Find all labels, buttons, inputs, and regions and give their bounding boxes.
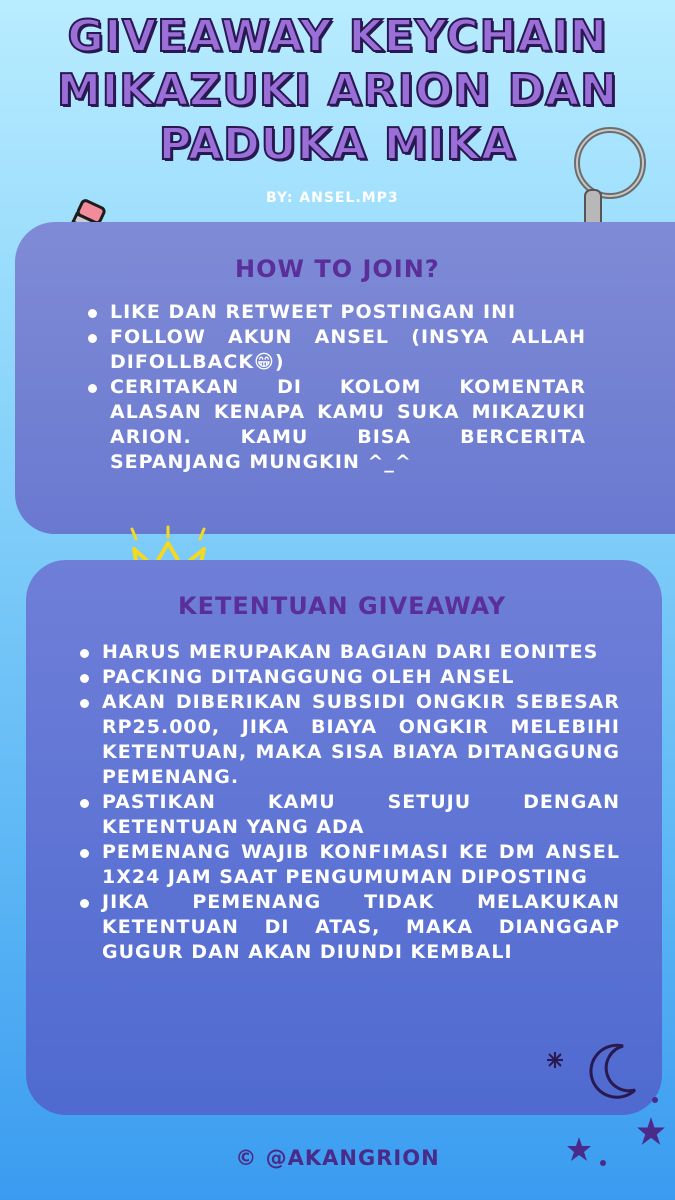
star-icon	[545, 1050, 565, 1070]
copyright-credit: © @AKANGRION	[235, 1146, 440, 1170]
star-icon	[636, 1116, 666, 1146]
title-line-2: MIKAZUKI ARION DAN	[57, 65, 618, 116]
byline: BY: ANSEL.MP3	[266, 190, 399, 206]
list-item: FOLLOW AKUN ANSEL (INSYA ALLAH DIFOLLBACK😁)	[86, 325, 586, 375]
ketentuan-heading: KETENTUAN GIVEAWAY	[178, 592, 507, 620]
star-icon	[650, 1095, 660, 1105]
moon-icon	[585, 1040, 645, 1105]
list-item: LIKE DAN RETWEET POSTINGAN INI	[86, 300, 586, 325]
list-item: PACKING DITANGGUNG OLEH ANSEL	[78, 665, 620, 690]
list-item: CERITAKAN DI KOLOM KOMENTAR ALASAN KENAPA KAMU SUKA MIKAZUKI ARION. KAMU BISA BERCERITA SEPANJANG MUNGKIN ^_^	[86, 375, 586, 475]
how-to-join-heading: HOW TO JOIN?	[235, 255, 440, 283]
how-to-join-list	[86, 300, 586, 475]
title-line-3: PADUKA MIKA	[158, 119, 517, 170]
title-line-1: GIVEAWAY KEYCHAIN	[67, 11, 608, 62]
list-item: JIKA PEMENANG TIDAK MELAKUKAN KETENTUAN DI ATAS, MAKA DIANGGAP GUGUR DAN AKAN DIUNDI KEMBALI	[78, 890, 620, 965]
ketentuan-list	[78, 640, 620, 965]
list-item: PASTIKAN KAMU SETUJU DENGAN KETENTUAN YANG ADA	[78, 790, 620, 840]
list-item: PEMENANG WAJIB KONFIMASI KE DM ANSEL 1X24 JAM SAAT PENGUMUMAN DIPOSTING	[78, 840, 620, 890]
list-item: HARUS MERUPAKAN BAGIAN DARI EONITES	[78, 640, 620, 665]
list-item: AKAN DIBERIKAN SUBSIDI ONGKIR SEBESAR RP25.000, JIKA BIAYA ONGKIR MELEBIHI KETENTUAN, MAKA SISA BIAYA DITANGGUNG PEMENANG.	[78, 690, 620, 790]
